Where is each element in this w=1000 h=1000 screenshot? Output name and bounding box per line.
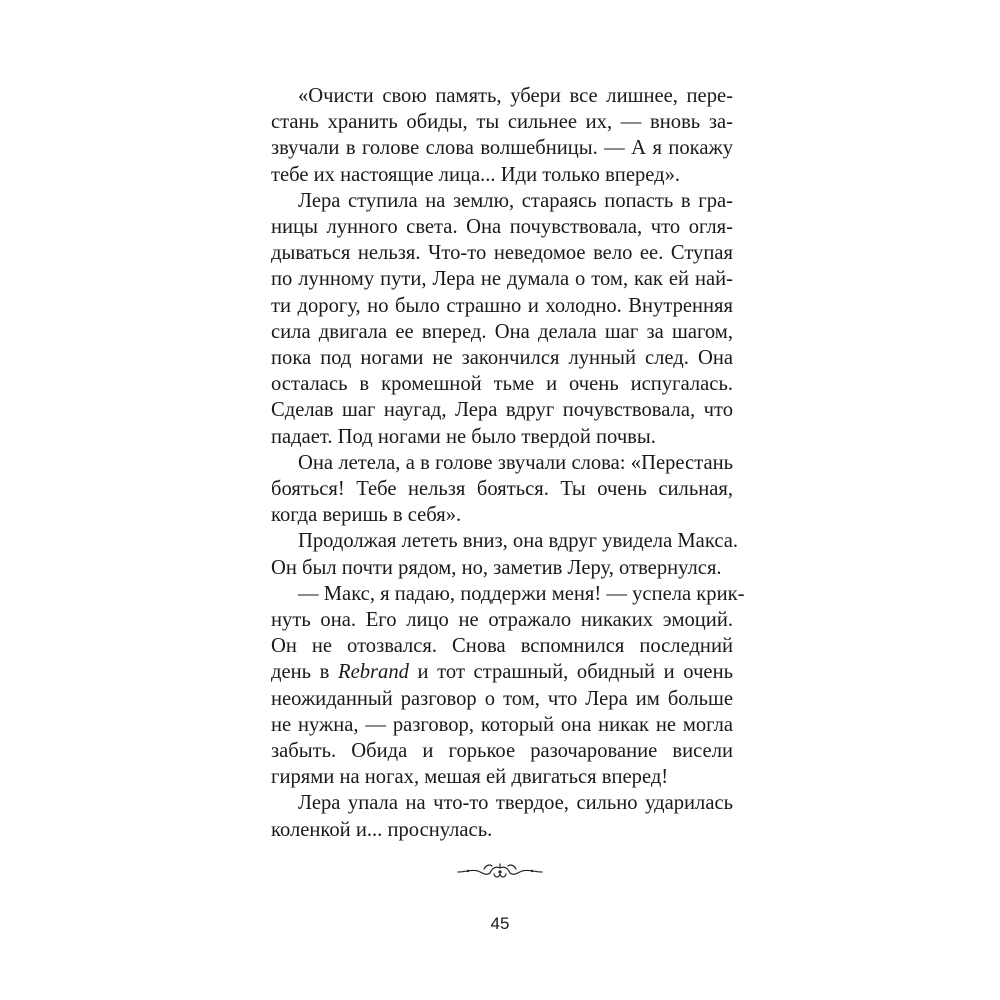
text-line: сила двигала ее вперед. Она делала шаг за шагом, — [271, 320, 733, 343]
text-line: когда веришь в себя». — [271, 504, 462, 527]
italic-brand-name: Rebrand — [338, 661, 409, 684]
text-line: Сделав шаг наугад, Лера вдруг почувствовала, что — [271, 399, 733, 422]
text-line: не нужна, — разговор, который она никак не могла — [271, 713, 733, 736]
text-fragment: день в — [271, 661, 338, 684]
text-line: пока под ногами не закончился лунный след. Она — [271, 347, 733, 370]
text-line: осталась в кромешной тьме и очень испугалась. — [271, 373, 733, 396]
text-line: забыть. Обида и горькое разочарование висели — [271, 740, 733, 763]
text-line: тебе их настоящие лица... Иди только вперед». — [271, 163, 681, 186]
text-line: Продолжая лететь вниз, она вдруг увидела Макса. — [298, 530, 738, 553]
text-line: дываться нельзя. Что-то неведомое вело ее. Ступая — [271, 242, 733, 265]
text-line: падает. Под ногами не было твердой почвы. — [271, 425, 656, 448]
text-line: «Очисти свою память, убери все лишнее, пере- — [298, 85, 733, 107]
text-line — [271, 659, 733, 685]
text-fragment: и тот страшный, обидный и очень — [408, 661, 733, 684]
text-line: по лунному пути, Лера не думала о том, как ей най- — [271, 268, 733, 291]
page-number: 45 — [490, 914, 510, 933]
text-line: Он был почти рядом, но, заметив Леру, отвернулся. — [271, 556, 722, 579]
flourish-divider-icon — [456, 860, 544, 882]
text-line: Он не отозвался. Снова вспомнился последний — [271, 635, 733, 658]
text-line: неожиданный разговор о том, что Лера им больше — [271, 687, 733, 710]
text-line: бояться! Тебе нельзя бояться. Ты очень сильная, — [271, 478, 733, 501]
text-line: гирями на ногах, мешая ей двигаться вперед! — [271, 766, 669, 789]
text-line: Лера ступила на землю, стараясь попасть в гра- — [298, 189, 733, 212]
text-line: нуть она. Его лицо не отражало никаких эмоций. — [271, 609, 733, 632]
text-line: звучали в голове слова волшебницы. — А я покажу — [271, 137, 733, 160]
text-line: стань хранить обиды, ты сильнее их, — вновь за- — [271, 111, 733, 134]
text-line: — Макс, я падаю, поддержи меня! — успела крик- — [298, 582, 745, 605]
page-text — [271, 83, 745, 843]
text-line: ти дорогу, но было страшно и холодно. Внутренняя — [271, 294, 733, 317]
text-line: коленкой и... проснулась. — [271, 818, 493, 841]
text-line: Лера упала на что-то твердое, сильно ударилась — [298, 792, 733, 815]
text-line: ницы лунного света. Она почувствовала, что огля- — [271, 216, 733, 239]
text-line: Она летела, а в голове звучали слова: «Перестань — [298, 451, 733, 474]
